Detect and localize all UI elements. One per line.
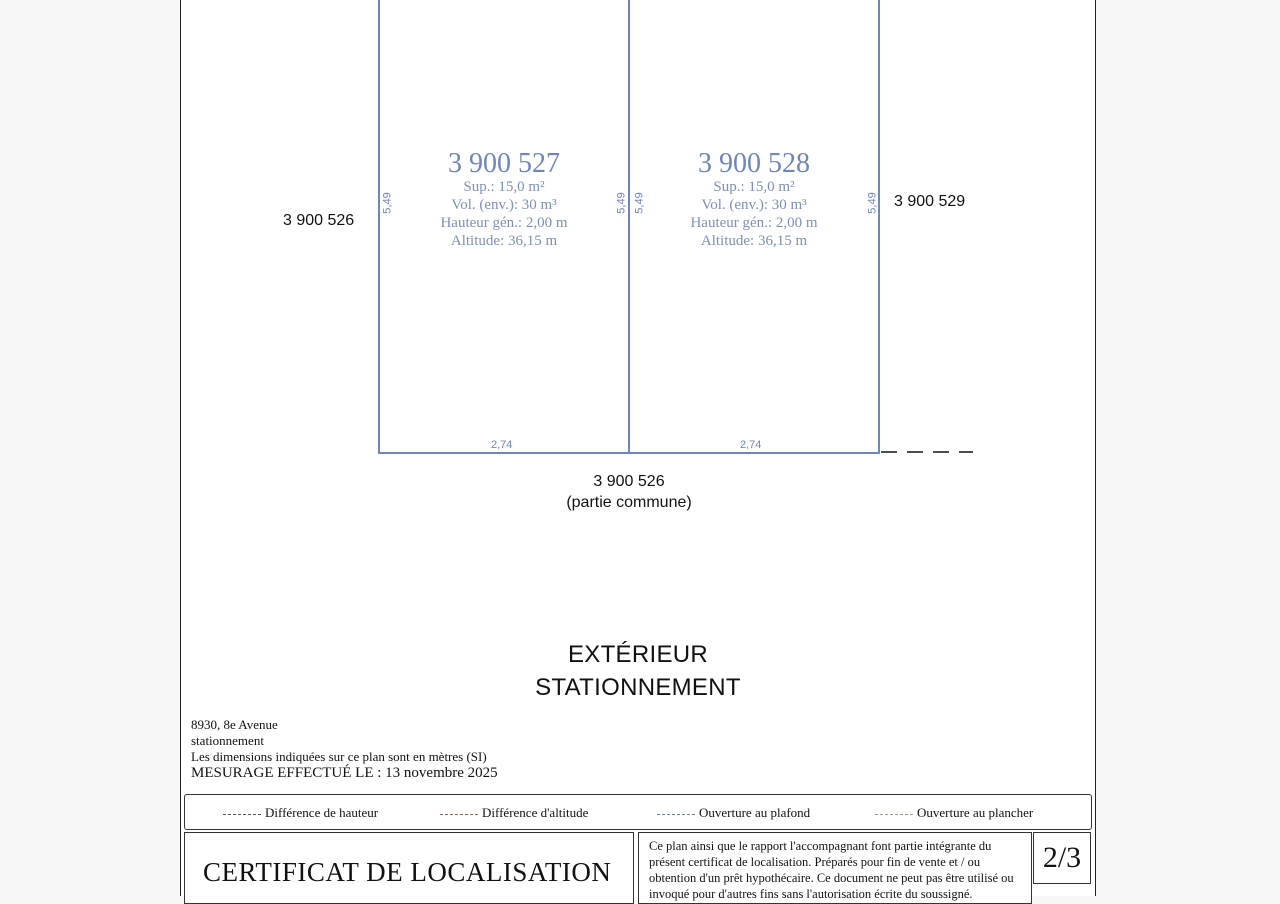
- location-heading: [438, 638, 838, 704]
- legal-notice: Ce plan ainsi que le rapport l'accompagnant font partie intégrante du présent certificat de localisation. Préparés pour fin de vente et / ou obtention d'un prêt hypothécaire. Ce document ne peut pas être utilisé ou invoqué pour d'autres fins sans l'autorisation écrite du soussigné.: [649, 839, 1014, 901]
- document-title: CERTIFICAT DE LOCALISATION: [203, 857, 612, 887]
- lot-height: Hauteur gén.: 2,00 m: [440, 215, 568, 231]
- neighbor-lot-left: 3 900 526: [283, 212, 355, 229]
- location-heading-line2: STATIONNEMENT: [535, 674, 741, 701]
- property-address: 8930, 8e Avenue: [191, 717, 278, 732]
- measurement-date: MESURAGE EFFECTUÉ LE : 13 novembre 2025: [191, 765, 498, 781]
- lot-details: [639, 178, 869, 250]
- lot-area: Sup.: 15,0 m²: [713, 179, 795, 195]
- legend-item: [875, 805, 1033, 821]
- units-note: Les dimensions indiquées sur ce plan sont en mètres (SI): [191, 749, 487, 764]
- lot-details: [389, 178, 619, 250]
- legend: [184, 794, 1092, 830]
- location-heading-line1: EXTÉRIEUR: [567, 641, 709, 668]
- lot-number: 3 900 528: [698, 148, 810, 179]
- property-usage: stationnement: [191, 733, 264, 748]
- legend-item: [657, 805, 810, 821]
- page-number: 2/3: [1042, 841, 1082, 874]
- lot-area: Sup.: 15,0 m²: [463, 179, 545, 195]
- neighbor-lot-bottom: 3 900 526: [593, 473, 665, 490]
- ceiling-opening-line-icon: [657, 814, 695, 815]
- legend-label: Différence d'altitude: [482, 805, 589, 820]
- floor-opening-line-icon: [875, 814, 913, 815]
- lot-width-dimension: 2,74: [740, 439, 762, 451]
- notice-block: [638, 832, 1032, 904]
- lot-altitude: Altitude: 36,15 m: [700, 233, 808, 249]
- lot-number: 3 900 527: [448, 148, 560, 179]
- lot-width-dimension: 2,74: [491, 439, 513, 451]
- lot-volume: Vol. (env.): 30 m³: [701, 197, 807, 213]
- lot-volume: Vol. (env.): 30 m³: [451, 197, 557, 213]
- common-area-note: (partie commune): [566, 494, 692, 511]
- altitude-difference-line-icon: [440, 814, 478, 815]
- property-info: [191, 717, 498, 781]
- plan-sheet: [180, 0, 1096, 901]
- lot-plan-drawing: [181, 0, 1095, 520]
- lot-left-dimension: 5,49: [633, 192, 646, 214]
- lot-left-dimension: 5,49: [381, 192, 394, 214]
- lot-altitude: Altitude: 36,15 m: [450, 233, 558, 249]
- lot-right-dimension: 5,49: [866, 192, 879, 214]
- lot-right-dimension: 5,49: [615, 192, 628, 214]
- height-difference-line-icon: [223, 814, 261, 815]
- page-number-box: [1033, 832, 1091, 884]
- common-area-label: [529, 471, 729, 513]
- legend-item: [223, 805, 378, 821]
- legend-label: Différence de hauteur: [265, 805, 379, 820]
- legend-label: Ouverture au plancher: [917, 805, 1034, 820]
- neighbor-lot-right: 3 900 529: [894, 193, 966, 210]
- title-block: [184, 832, 634, 904]
- legend-item: [440, 805, 588, 821]
- legend-label: Ouverture au plafond: [699, 805, 811, 820]
- lot-height: Hauteur gén.: 2,00 m: [690, 215, 818, 231]
